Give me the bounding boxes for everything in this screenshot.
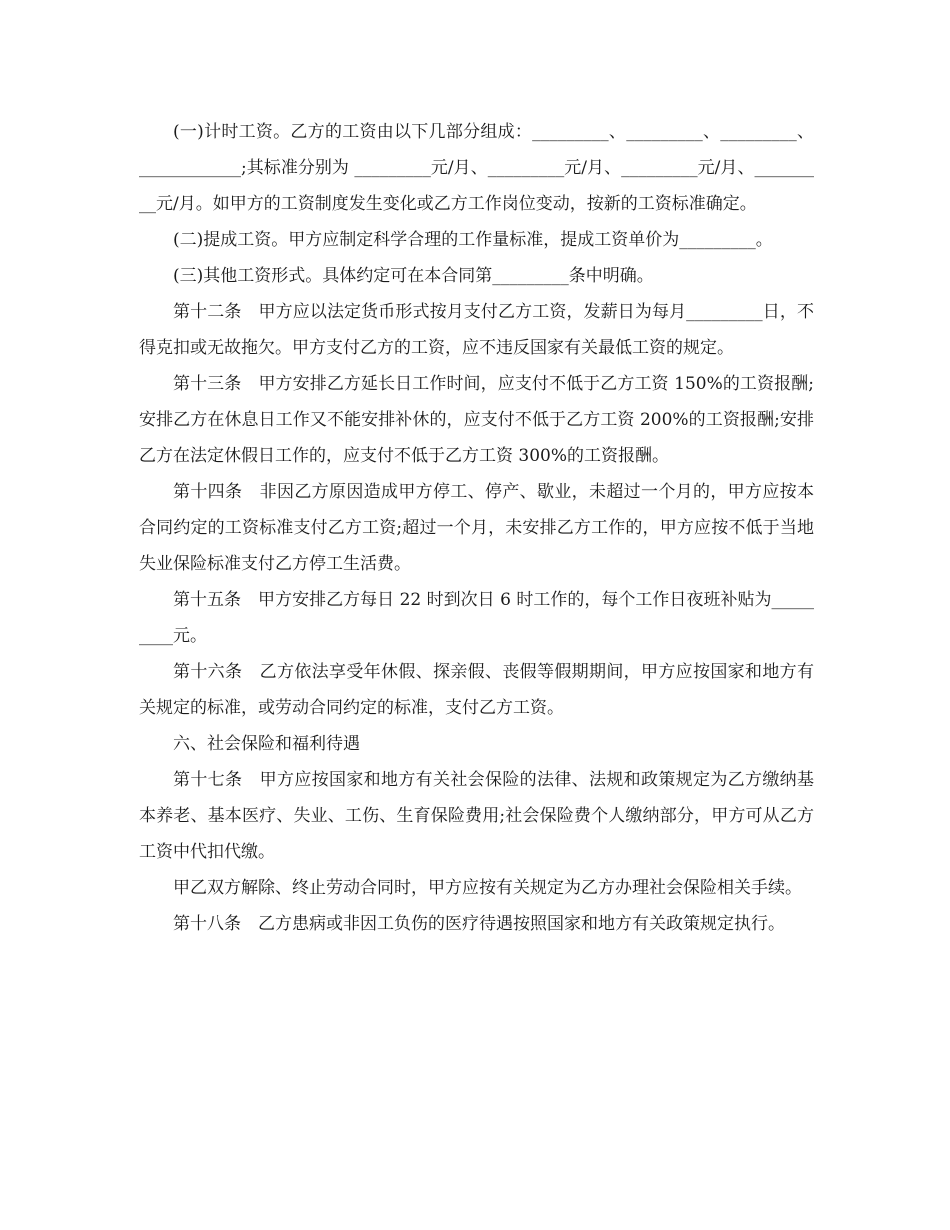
paragraph-article-16: 第十六条 乙方依法享受年休假、探亲假、丧假等假期期间，甲方应按国家和地方有关规定的标准，或劳动合同约定的标准，支付乙方工资。: [139, 662, 814, 718]
document-body: [139, 114, 814, 942]
paragraph-commission-wage: (二)提成工资。甲方应制定科学合理的工作量标准，提成工资单价为_________。: [173, 230, 773, 250]
paragraph-hourly-wage: (一)计时工资。乙方的工资由以下几部分组成：_________、_________、_________、____________;其标准分别为 _________元/月、_________元/月、_________元/月、_________元/月。如甲方的工资制度发生变化或乙方工作岗位变动，按新的工资标准确定。: [139, 122, 814, 214]
paragraph-insurance-termination: 甲乙双方解除、终止劳动合同时，甲方应按有关规定为乙方办理社会保险相关手续。: [173, 878, 802, 898]
paragraph-article-15: 第十五条 甲方安排乙方每日 22 时到次日 6 时工作的，每个工作日夜班补贴为_________元。: [139, 590, 814, 646]
section-heading-social-insurance: 六、社会保险和福利待遇: [173, 734, 360, 754]
paragraph-article-18: 第十八条 乙方患病或非因工负伤的医疗待遇按照国家和地方有关政策规定执行。: [173, 914, 785, 934]
paragraph-other-wage: (三)其他工资形式。具体约定可在本合同第_________条中明确。: [173, 266, 654, 286]
paragraph-article-17: 第十七条 甲方应按国家和地方有关社会保险的法律、法规和政策规定为乙方缴纳基本养老、基本医疗、失业、工伤、生育保险费用;社会保险费个人缴纳部分，甲方可从乙方工资中代扣代缴。: [139, 770, 814, 862]
paragraph-article-12: 第十二条 甲方应以法定货币形式按月支付乙方工资，发薪日为每月_________日，不得克扣或无故拖欠。甲方支付乙方的工资，应不违反国家有关最低工资的规定。: [139, 302, 814, 358]
paragraph-article-13: 第十三条 甲方安排乙方延长日工作时间，应支付不低于乙方工资 150%的工资报酬;安排乙方在休息日工作又不能安排补休的，应支付不低于乙方工资 200%的工资报酬;安排乙方在法定休假日工作的，应支付不低于乙方工资 300%的工资报酬。: [139, 374, 814, 466]
paragraph-article-14: 第十四条 非因乙方原因造成甲方停工、停产、歇业，未超过一个月的，甲方应按本合同约定的工资标准支付乙方工资;超过一个月，未安排乙方工作的，甲方应按不低于当地失业保险标准支付乙方停工生活费。: [139, 482, 814, 574]
